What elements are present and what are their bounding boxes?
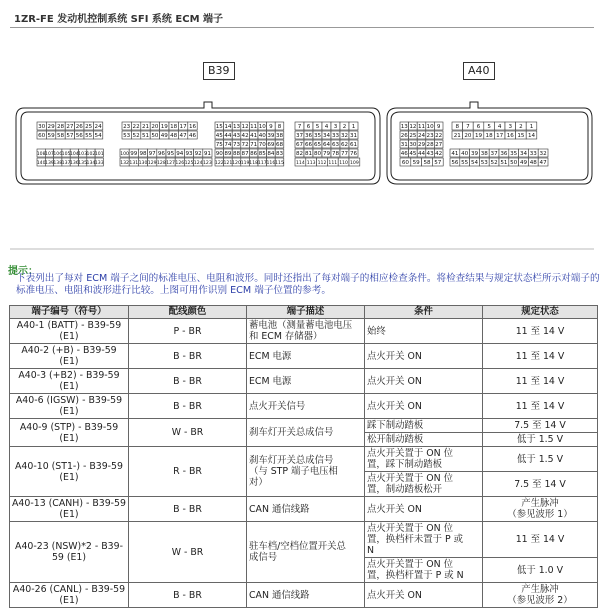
b39-pin-number: 9 (269, 124, 273, 131)
b39-pin-number: 90 (215, 151, 223, 158)
cell-description: CAN 通信线路 (247, 497, 365, 522)
b39-pin-number: 70 (258, 142, 266, 149)
b39-pin-number: 47 (179, 133, 187, 140)
b39-pin-number: 69 (267, 142, 275, 149)
cell-condition: 点火开关 ON (365, 497, 483, 522)
a40-pin-number: 14 (527, 133, 536, 140)
b39-pin-number: 2 (342, 124, 347, 131)
b39-pin-number: 109 (350, 161, 359, 167)
cell-spec: 产生脉冲 （参见波形 1） (483, 497, 598, 522)
b39-pin-number: 120 (232, 161, 241, 167)
header-divider (10, 27, 594, 28)
a40-pin-number: 27 (435, 142, 443, 149)
cell-terminal: A40-10 (ST1-) - B39-59 (E1) (10, 447, 129, 497)
cell-terminal: A40-23 (NSW)*2 - B39- 59 (E1) (10, 522, 129, 583)
a40-pin-number: 49 (519, 160, 528, 167)
a40-pin-number: 41 (451, 151, 459, 158)
b39-pin-number: 55 (85, 133, 93, 140)
a40-pin-number: 31 (400, 142, 408, 149)
b39-pin-number: 38 (275, 133, 284, 140)
b39-pin-number: 136 (69, 161, 79, 167)
a40-pin-number: 58 (423, 160, 431, 167)
b39-pin-number: 30 (38, 124, 46, 131)
b39-pin-number: 86 (250, 151, 258, 158)
cell-terminal: A40-13 (CANH) - B39-59 (E1) (10, 497, 129, 522)
b39-pin-number: 123 (203, 161, 212, 167)
ecm-terminal-table (9, 305, 598, 608)
a40-pin-number: 55 (461, 160, 469, 167)
a40-pin-number: 32 (539, 151, 547, 158)
b39-pin-number: 33 (331, 133, 340, 140)
cell-spec: 11 至 14 V (483, 369, 598, 394)
cell-spec: 7.5 至 14 V (483, 472, 598, 497)
b39-pin-number: 76 (349, 151, 358, 158)
b39-pin-number: 28 (56, 124, 65, 131)
a40-pin-number: 19 (474, 133, 483, 140)
b39-pin-number: 75 (215, 142, 223, 149)
cell-description: CAN 通信线路 (247, 583, 365, 608)
ecm-connector-diagram (10, 56, 594, 250)
b39-pin-number: 92 (194, 151, 202, 158)
b39-pin-number: 74 (224, 142, 232, 149)
a40-pin-number: 12 (409, 124, 417, 131)
a40-pin-number: 25 (409, 133, 417, 140)
b39-pin-number: 134 (86, 161, 96, 167)
b39-pin-number: 93 (185, 151, 193, 158)
a40-pin-number: 40 (461, 151, 469, 158)
a40-pin-number: 57 (434, 160, 442, 167)
table-row (10, 447, 598, 472)
cell-description: 刹车灯开关总成信号 （与 STP 端子电压相 对） (247, 447, 365, 497)
a40-pin-number: 59 (412, 160, 420, 167)
a40-pin-number: 1 (529, 124, 534, 131)
b39-pin-number: 95 (167, 151, 175, 158)
b39-pin-number: 71 (250, 142, 258, 149)
cell-spec: 产生脉冲 （参见波形 2） (483, 583, 598, 608)
a40-pin-number: 13 (400, 124, 408, 131)
a40-pin-number: 10 (426, 124, 434, 131)
b39-pin-number: 54 (94, 133, 102, 140)
b39-pin-number: 66 (304, 142, 313, 149)
b39-pin-number: 82 (295, 151, 304, 158)
a40-pin-grid (400, 122, 548, 166)
cell-terminal: A40-6 (IGSW) - B39-59 (E1) (10, 394, 129, 419)
b39-pin-number: 15 (215, 124, 223, 131)
b39-pin-number: 12 (241, 124, 249, 131)
b39-pin-number: 72 (241, 142, 249, 149)
b39-pin-number: 40 (258, 133, 266, 140)
b39-pin-number: 53 (123, 133, 131, 140)
b39-pin-number: 84 (267, 151, 275, 158)
b39-pin-number: 4 (324, 124, 329, 131)
b39-pin-number: 129 (147, 161, 157, 167)
b39-pin-number: 87 (241, 151, 249, 158)
b39-pin-number: 52 (132, 133, 140, 140)
cell-terminal: A40-3 (+B2) - B39-59 (E1) (10, 369, 129, 394)
cell-condition: 点火开关 ON (365, 583, 483, 608)
b39-pin-number: 83 (275, 151, 284, 158)
b39-pin-number: 19 (160, 124, 168, 131)
b39-pin-number: 60 (38, 133, 46, 140)
b39-pin-number: 88 (232, 151, 241, 158)
b39-pin-number: 26 (75, 124, 83, 131)
a40-pin-number: 38 (480, 151, 488, 158)
header-title: 1ZR-FE 发动机控制系统 SFI 系统 ECM 端子 (14, 14, 224, 25)
cell-condition: 点火开关 ON (365, 344, 483, 369)
cell-terminal: A40-26 (CANL) - B39-59 (E1) (10, 583, 129, 608)
cell-description: 蓄电池（测量蓄电池电压 和 ECM 存储器） (247, 319, 365, 344)
b39-pin-number: 130 (138, 161, 148, 167)
b39-pin-number: 11 (250, 124, 258, 131)
b39-pin-number: 80 (313, 151, 322, 158)
a40-pin-number: 7 (466, 124, 470, 131)
b39-pin-number: 101 (94, 152, 104, 158)
cell-description: ECM 电源 (247, 344, 365, 369)
b39-pin-number: 78 (331, 151, 340, 158)
b39-pin-number: 37 (295, 133, 304, 140)
b39-pin-number: 140 (36, 161, 46, 167)
b39-pin-number: 8 (277, 124, 282, 131)
b39-pin-number: 6 (306, 124, 311, 131)
cell-spec: 11 至 14 V (483, 394, 598, 419)
b39-pin-number: 132 (120, 161, 129, 167)
b39-pin-number: 102 (86, 152, 96, 158)
a40-pin-number: 2 (519, 124, 523, 131)
b39-pin-number: 21 (141, 124, 150, 131)
b39-pin-number: 94 (176, 151, 184, 158)
cell-wire-color: B - BR (129, 369, 247, 394)
cell-wire-color: B - BR (129, 583, 247, 608)
col-header-wire-color: 配线颜色 (129, 306, 247, 319)
b39-pin-number: 106 (53, 152, 63, 158)
b39-pin-number: 17 (179, 124, 187, 131)
a40-pin-number: 29 (417, 142, 426, 149)
cell-terminal: A40-1 (BATT) - B39-59 (E1) (10, 319, 129, 344)
cell-description: 点火开关信号 (247, 394, 365, 419)
b39-pin-number: 23 (123, 124, 131, 131)
table-row (10, 419, 598, 433)
b39-pin-number: 31 (349, 133, 358, 140)
b39-pin-number: 20 (151, 124, 159, 131)
table-row (10, 522, 598, 558)
b39-pin-number: 131 (129, 161, 139, 167)
a40-pin-number: 18 (485, 133, 493, 140)
cell-spec: 低于 1.5 V (483, 447, 598, 472)
a40-pin-number: 37 (490, 151, 498, 158)
a40-pin-number: 34 (519, 151, 528, 158)
table-row (10, 497, 598, 522)
b39-pin-number: 10 (258, 124, 266, 131)
b39-pin-number: 64 (322, 142, 331, 149)
b39-pin-number: 44 (224, 133, 232, 140)
cell-spec: 低于 1.5 V (483, 433, 598, 447)
a40-pin-number: 33 (529, 151, 537, 158)
b39-pin-number: 110 (339, 161, 348, 167)
b39-pin-number: 25 (85, 124, 93, 131)
cell-terminal: A40-2 (+B) - B39-59 (E1) (10, 344, 129, 369)
b39-pin-number: 105 (61, 152, 71, 158)
col-header-spec: 规定状态 (483, 306, 598, 319)
a40-pin-number: 46 (400, 151, 408, 158)
b39-pin-number: 7 (297, 124, 302, 131)
b39-pin-number: 59 (47, 133, 55, 140)
cell-description: 刹车灯开关总成信号 (247, 419, 365, 447)
col-header-condition: 条件 (365, 306, 483, 319)
b39-pin-number: 118 (249, 161, 259, 167)
cell-wire-color: B - BR (129, 394, 247, 419)
b39-pin-number: 121 (223, 161, 233, 167)
a40-pin-number: 51 (500, 160, 508, 167)
b39-pin-number: 77 (340, 151, 349, 158)
a40-pin-number: 20 (464, 133, 472, 140)
cell-condition: 点火开关 ON (365, 369, 483, 394)
table-row (10, 319, 598, 344)
a40-pin-number: 45 (409, 151, 417, 158)
cell-condition: 踩下制动踏板 (365, 419, 483, 433)
b39-pin-number: 65 (313, 142, 322, 149)
a40-pin-number: 22 (435, 133, 443, 140)
a40-pin-number: 43 (426, 151, 434, 158)
a40-pin-number: 48 (529, 160, 537, 167)
cell-spec: 11 至 14 V (483, 344, 598, 369)
a40-pin-number: 52 (490, 160, 498, 167)
b39-pin-number: 5 (315, 124, 320, 131)
a40-pin-number: 56 (451, 160, 459, 167)
cell-spec: 11 至 14 V (483, 319, 598, 344)
b39-pin-number: 42 (241, 133, 249, 140)
cell-description: 驻车档/空档位置开关总 成信号 (247, 522, 365, 583)
cell-wire-color: W - BR (129, 419, 247, 447)
a40-pin-number: 30 (409, 142, 417, 149)
cell-wire-color: P - BR (129, 319, 247, 344)
b39-pin-number: 22 (132, 124, 140, 131)
b39-pin-number: 115 (275, 161, 284, 167)
a40-pin-number: 15 (517, 133, 525, 140)
b39-pin-number: 34 (322, 133, 331, 140)
a40-pin-number: 26 (400, 133, 408, 140)
table-row (10, 394, 598, 419)
table-row (10, 583, 598, 608)
cell-terminal: A40-9 (STP) - B39-59 (E1) (10, 419, 129, 447)
b39-pin-number: 49 (160, 133, 168, 140)
b39-pin-number: 68 (275, 142, 284, 149)
b39-pin-number: 39 (267, 133, 275, 140)
b39-pin-number: 43 (232, 133, 241, 140)
b39-pin-number: 41 (250, 133, 258, 140)
cell-spec: 7.5 至 14 V (483, 419, 598, 433)
b39-pin-number: 111 (328, 161, 338, 167)
b39-pin-number: 139 (45, 161, 54, 167)
cell-wire-color: B - BR (129, 497, 247, 522)
a40-pin-number: 53 (480, 160, 488, 167)
b39-pin-number: 14 (224, 124, 232, 131)
b39-pin-number: 63 (331, 142, 340, 149)
a40-pin-number: 60 (401, 160, 409, 167)
a40-pin-number: 5 (487, 124, 491, 131)
b39-pin-number: 127 (166, 161, 175, 167)
b39-pin-number: 124 (193, 161, 203, 167)
table-header-row (10, 306, 598, 319)
a40-pin-number: 39 (470, 151, 479, 158)
a40-pin-number: 9 (436, 124, 441, 131)
b39-pin-number: 67 (295, 142, 304, 149)
b39-pin-number: 96 (157, 151, 165, 158)
b39-pin-number: 112 (317, 161, 327, 167)
b39-pin-number: 36 (304, 133, 313, 140)
b39-pin-number: 48 (170, 133, 178, 140)
cell-condition: 点火开关置于 ON 位 置，制动踏板松开 (365, 472, 483, 497)
a40-pin-number: 36 (500, 151, 508, 158)
a40-pin-number: 3 (508, 124, 513, 131)
a40-pin-number: 35 (510, 151, 518, 158)
b39-pin-number: 35 (313, 133, 322, 140)
b39-pin-number: 104 (69, 152, 79, 158)
note-title: 提示： (8, 266, 38, 277)
b39-pin-number: 18 (170, 124, 178, 131)
b39-pin-number: 126 (175, 161, 185, 167)
a40-pin-number: 6 (476, 124, 481, 131)
b39-pin-number: 13 (232, 124, 241, 131)
b39-pin-number: 125 (184, 161, 194, 167)
a40-pin-number: 42 (435, 151, 443, 158)
connector-label-a40: A40 (463, 62, 495, 80)
b39-pin-number: 116 (266, 161, 276, 167)
b39-pin-number: 97 (148, 151, 156, 158)
a40-pin-number: 16 (506, 133, 514, 140)
b39-pin-number: 1 (351, 124, 356, 131)
b39-pin-number: 29 (47, 124, 55, 131)
b39-pin-number: 103 (78, 152, 88, 158)
a40-pin-number: 23 (426, 133, 434, 140)
cell-condition: 点火开关置于 ON 位 置，踩下制动踏板 (365, 447, 483, 472)
cell-wire-color: B - BR (129, 344, 247, 369)
b39-pin-number: 108 (36, 152, 46, 158)
a40-pin-number: 24 (417, 133, 426, 140)
b39-pin-number: 62 (340, 142, 349, 149)
col-header-terminal: 端子编号（符号） (10, 306, 129, 319)
b39-pin-number: 135 (78, 161, 88, 167)
b39-pin-number: 119 (240, 161, 250, 167)
b39-pin-number: 98 (139, 151, 147, 158)
b39-pin-number: 137 (61, 161, 71, 167)
cell-spec: 11 至 14 V (483, 522, 598, 558)
a40-pin-number: 28 (426, 142, 434, 149)
cell-description: ECM 电源 (247, 369, 365, 394)
a40-pin-number: 47 (539, 160, 547, 167)
b39-pin-number: 81 (304, 151, 313, 158)
b39-pin-number: 32 (340, 133, 349, 140)
b39-pin-number: 51 (141, 133, 150, 140)
col-header-description: 端子描述 (247, 306, 365, 319)
b39-pin-number: 73 (232, 142, 241, 149)
b39-pin-number: 122 (214, 161, 224, 167)
cell-spec: 低于 1.0 V (483, 558, 598, 583)
b39-pin-number: 57 (66, 133, 74, 140)
cell-condition: 松开制动踏板 (365, 433, 483, 447)
b39-pin-number: 58 (56, 133, 65, 140)
b39-pin-number: 46 (188, 133, 197, 140)
b39-pin-number: 107 (45, 152, 54, 158)
b39-pin-number: 114 (296, 161, 305, 167)
b39-pin-number: 138 (53, 161, 63, 167)
b39-pin-number: 56 (75, 133, 83, 140)
a40-pin-number: 4 (497, 124, 502, 131)
cell-wire-color: W - BR (129, 522, 247, 583)
b39-pin-number: 3 (333, 124, 338, 131)
note-text: 下表列出了每对 ECM 端子之间的标准电压、电阻和波形。同时还指出了每对端子的相应检查条件。将检查结果与规定状态栏所示对端子的标准电压、电阻和波形进行比较。上图可用作识别 ECM 端子位置的参考。 (16, 273, 600, 296)
cell-condition: 点火开关置于 ON 位 置，换档杆置于 P 或 N (365, 558, 483, 583)
table-row (10, 369, 598, 394)
b39-pin-number: 133 (94, 161, 104, 167)
b39-pin-number: 128 (157, 161, 166, 167)
a40-pin-number: 11 (417, 124, 426, 131)
b39-pin-number: 27 (66, 124, 74, 131)
b39-pin-number: 24 (94, 124, 102, 131)
b39-pin-number: 61 (349, 142, 358, 149)
b39-pin-number: 113 (306, 161, 316, 167)
a40-pin-number: 50 (510, 160, 518, 167)
b39-pin-number: 85 (258, 151, 266, 158)
a40-pin-number: 17 (496, 133, 504, 140)
b39-pin-number: 91 (203, 151, 211, 158)
b39-pin-number: 45 (215, 133, 223, 140)
b39-pin-number: 16 (188, 124, 197, 131)
cell-condition: 点火开关 ON (365, 394, 483, 419)
a40-pin-number: 8 (455, 124, 460, 131)
table-row (10, 344, 598, 369)
a40-pin-number: 21 (453, 133, 461, 140)
connector-label-b39: B39 (203, 62, 235, 80)
b39-pin-number: 99 (130, 151, 138, 158)
cell-wire-color: R - BR (129, 447, 247, 497)
b39-pin-number: 50 (151, 133, 159, 140)
cell-condition: 点火开关置于 ON 位 置，换档杆未置于 P 或 N (365, 522, 483, 558)
b39-pin-number: 89 (224, 151, 232, 158)
a40-pin-number: 44 (417, 151, 426, 158)
b39-pin-number: 100 (120, 152, 129, 158)
b39-pin-grid (37, 122, 360, 166)
b39-pin-number: 117 (257, 161, 267, 167)
cell-condition: 始终 (365, 319, 483, 344)
b39-pin-number: 79 (322, 151, 331, 158)
a40-pin-number: 54 (470, 160, 479, 167)
